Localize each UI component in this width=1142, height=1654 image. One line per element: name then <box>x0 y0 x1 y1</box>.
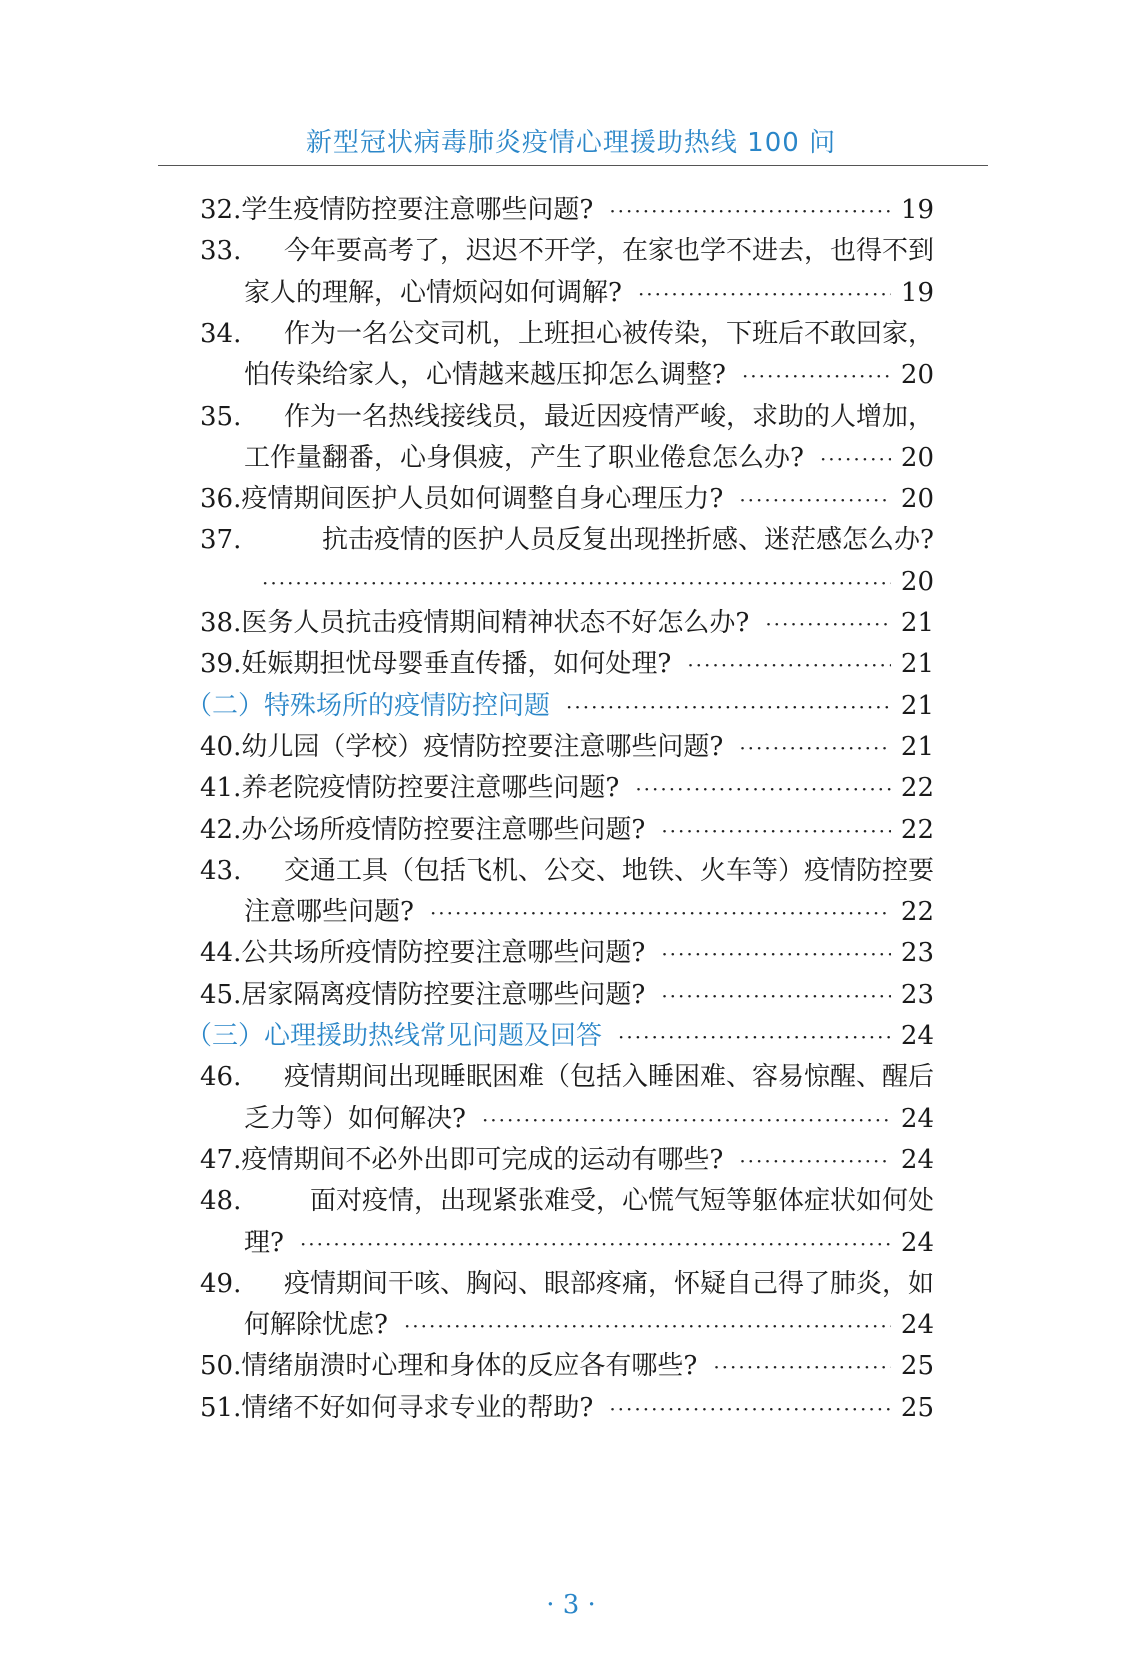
toc-entry-number: 48. <box>200 1186 242 1217</box>
dot-leader <box>687 645 891 685</box>
toc-line <box>200 397 934 437</box>
page-number: · 3 · <box>546 1590 596 1620</box>
toc-page-number: 19 <box>900 277 934 308</box>
dot-leader <box>739 480 891 520</box>
dot-leader <box>765 604 891 644</box>
toc-entry-text: 交通工具（包括飞机、公交、地铁、火车等）疫情防控要 <box>283 855 934 886</box>
toc-line <box>200 1057 934 1097</box>
toc-line <box>186 1016 934 1056</box>
toc-entry-text: 疫情期间医护人员如何调整自身心理压力? <box>241 484 724 515</box>
toc-line <box>200 727 934 767</box>
toc-page-number: 24 <box>900 1021 934 1051</box>
toc-entry-text: 学生疫情防控要注意哪些问题? <box>241 195 594 225</box>
toc-entry-text: 作为一名热线接线员，最近因疫情严峻，求助的人增加， <box>283 401 934 432</box>
toc-page-number: 24 <box>900 1103 934 1134</box>
toc-line <box>200 975 934 1015</box>
dot-leader <box>609 191 891 231</box>
dot-leader <box>661 976 891 1016</box>
toc-entry-number: 32. <box>200 195 242 225</box>
toc-page-number: 22 <box>900 773 934 804</box>
toc-page-number: 25 <box>900 1351 934 1382</box>
toc-entry-text: 家人的理解，心情烦闷如何调解? <box>244 277 622 308</box>
toc-entry-text: 情绪不好如何寻求专业的帮助? <box>241 1392 594 1423</box>
toc-page-number: 24 <box>900 1310 934 1341</box>
toc-entry-number: 36. <box>200 484 242 515</box>
toc-line <box>244 1305 934 1345</box>
toc-line <box>244 892 934 932</box>
toc-entry-text: 何解除忧虑? <box>244 1310 388 1341</box>
toc-entry-number: 46. <box>200 1062 242 1093</box>
toc-line <box>244 355 934 395</box>
toc-page-number: 20 <box>900 442 934 473</box>
toc-entry-text: 怕传染给家人，心情越来越压抑怎么调整? <box>244 360 726 391</box>
toc-line <box>200 603 934 643</box>
running-header-title: 新型冠状病毒肺炎疫情心理援助热线 100 问 <box>305 128 837 158</box>
toc-entry-number: 49. <box>200 1268 242 1299</box>
toc-page-number: 25 <box>900 1392 934 1423</box>
toc-page-number: 24 <box>900 1227 934 1258</box>
toc-entry-number: 33. <box>200 236 242 267</box>
dot-leader <box>742 356 891 396</box>
toc-entry-text: 疫情期间不必外出即可完成的运动有哪些? <box>241 1144 724 1175</box>
toc-entry-text: 养老院疫情防控要注意哪些问题? <box>241 773 620 804</box>
toc-page-number: 21 <box>900 690 934 721</box>
toc-entry-number: 45. <box>200 979 242 1010</box>
toc-entry-number: 50. <box>200 1351 242 1382</box>
dot-leader <box>635 769 891 809</box>
dot-leader <box>566 687 891 727</box>
toc-page-number: 21 <box>900 731 934 762</box>
toc-entry-number: 34. <box>200 318 242 349</box>
dot-leader <box>820 439 891 479</box>
toc-page-number: 22 <box>900 814 934 845</box>
toc-line <box>200 520 934 560</box>
toc-entry-text: 理? <box>244 1227 284 1258</box>
toc-entry-number: 37. <box>200 525 242 556</box>
toc-line <box>244 1099 934 1139</box>
toc-entry-text: 面对疫情，出现紧张难受，心慌气短等躯体症状如何处 <box>309 1186 934 1217</box>
toc-line <box>244 1223 934 1263</box>
dot-leader <box>638 274 891 314</box>
toc-entry-number: 39. <box>200 649 242 680</box>
toc-entry-number: 51. <box>200 1392 242 1423</box>
toc-entry-text: 情绪崩溃时心理和身体的反应各有哪些? <box>241 1351 698 1382</box>
toc-line <box>200 1181 934 1221</box>
toc-line <box>200 1264 934 1304</box>
toc-page-number: 24 <box>900 1144 934 1175</box>
toc-line <box>200 314 934 354</box>
toc-entry-text: 医务人员抗击疫情期间精神状态不好怎么办? <box>241 608 750 638</box>
dot-leader <box>661 811 891 851</box>
toc-line <box>200 190 934 230</box>
toc-entry-number: 35. <box>200 401 242 432</box>
toc-entry-number: 42. <box>200 814 242 845</box>
toc-entry-number: 44. <box>200 938 242 969</box>
toc-entry-number: 47. <box>200 1144 242 1175</box>
toc-line <box>200 933 934 973</box>
toc-entry-text: 乏力等）如何解决? <box>244 1103 466 1134</box>
toc-entry-number: 43. <box>200 855 242 886</box>
toc-section-title: （二）特殊场所的疫情防控问题 <box>186 690 551 721</box>
toc-line <box>186 686 934 726</box>
toc-page-number: 23 <box>900 938 934 969</box>
toc-page-number: 21 <box>900 608 934 638</box>
dot-leader <box>713 1347 891 1387</box>
toc-page-number: 20 <box>900 566 934 597</box>
toc-page-number: 23 <box>900 979 934 1010</box>
toc-page-number: 21 <box>900 649 934 680</box>
toc-entry-text: 居家隔离疫情防控要注意哪些问题? <box>241 979 646 1010</box>
toc-line <box>244 562 934 602</box>
dot-leader <box>404 1306 891 1346</box>
toc-entry-text: 幼儿园（学校）疫情防控要注意哪些问题? <box>241 731 724 762</box>
header-rule <box>158 165 988 166</box>
toc-entry-text: 今年要高考了，迟迟不开学，在家也学不进去，也得不到 <box>283 236 934 267</box>
dot-leader <box>482 1100 891 1140</box>
toc-page-number: 22 <box>900 897 934 928</box>
toc-line <box>244 273 934 313</box>
toc-entry-text: 作为一名公交司机，上班担心被传染，下班后不敢回家， <box>283 318 934 349</box>
toc-line <box>200 768 934 808</box>
dot-leader <box>262 563 891 603</box>
toc-line <box>200 1388 934 1428</box>
toc-entry-number: 38. <box>200 608 242 638</box>
toc-entry-number: 40. <box>200 731 242 762</box>
toc-entry-number: 41. <box>200 773 242 804</box>
toc-entry-text: 注意哪些问题? <box>244 897 414 928</box>
dot-leader <box>739 1141 891 1181</box>
toc-line <box>200 810 934 850</box>
dot-leader <box>609 1389 891 1429</box>
toc-line <box>200 644 934 684</box>
toc-page-number: 19 <box>900 195 934 225</box>
toc-entry-text: 公共场所疫情防控要注意哪些问题? <box>241 938 646 969</box>
toc-line <box>244 438 934 478</box>
toc-line <box>200 851 934 891</box>
toc-entry-text: 办公场所疫情防控要注意哪些问题? <box>241 814 646 845</box>
toc-entry-text: 疫情期间出现睡眠困难（包括入睡困难、容易惊醒、醒后 <box>283 1062 934 1093</box>
toc-line <box>200 231 934 271</box>
toc-page-number: 20 <box>900 360 934 391</box>
toc-line <box>200 1140 934 1180</box>
toc-entry-text: 抗击疫情的医护人员反复出现挫折感、迷茫感怎么办? <box>322 525 934 556</box>
toc-entry-text: 工作量翻番，心身俱疲，产生了职业倦怠怎么办? <box>244 442 804 473</box>
dot-leader <box>430 893 891 933</box>
toc-entry-text: 疫情期间干咳、胸闷、眼部疼痛，怀疑自己得了肺炎，如 <box>283 1268 934 1299</box>
toc-line <box>200 479 934 519</box>
toc-entry-text: 妊娠期担忧母婴垂直传播，如何处理? <box>241 649 672 680</box>
dot-leader <box>739 728 891 768</box>
toc-section-title: （三）心理援助热线常见问题及回答 <box>186 1021 603 1051</box>
dot-leader <box>618 1017 891 1057</box>
toc-page-number: 20 <box>900 484 934 515</box>
dot-leader <box>300 1224 891 1264</box>
dot-leader <box>661 934 891 974</box>
toc-line <box>200 1346 934 1386</box>
